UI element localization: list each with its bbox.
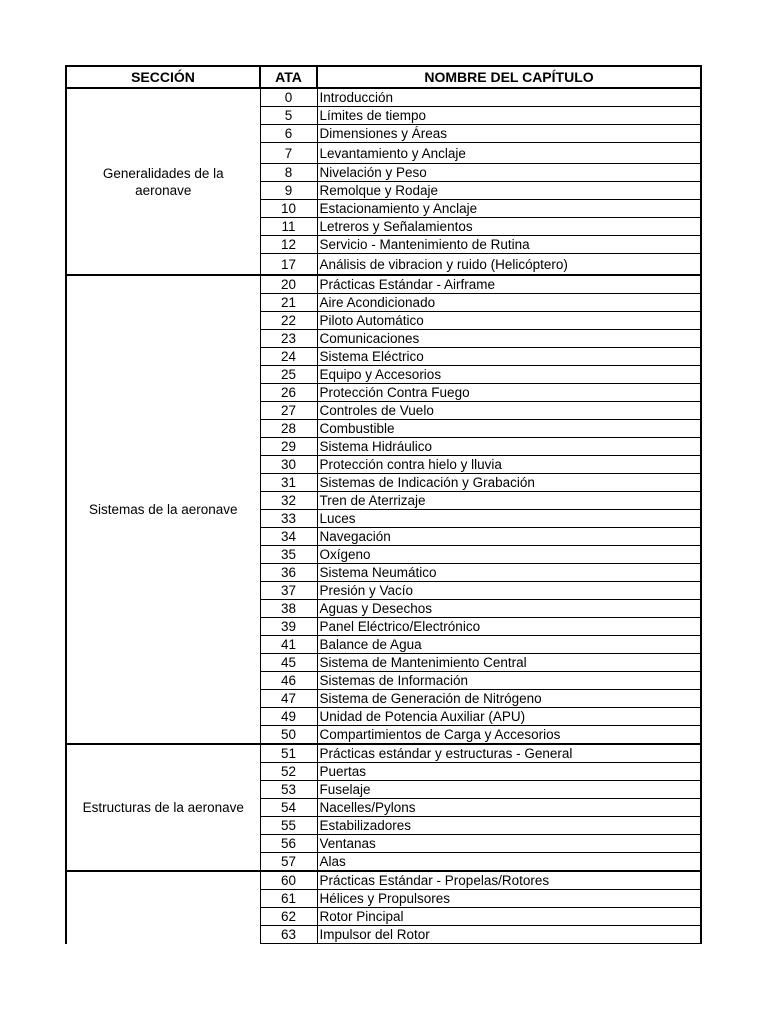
ata-number-cell: 17 [260, 254, 317, 276]
chapter-name-cell: Balance de Agua [317, 636, 701, 654]
chapter-name-cell: Prácticas Estándar - Airframe [317, 275, 701, 294]
ata-chapters-table [65, 65, 702, 944]
table-body [66, 88, 701, 944]
ata-number-cell: 6 [260, 125, 317, 143]
ata-number-cell: 63 [260, 926, 317, 944]
chapter-name-cell: Oxígeno [317, 546, 701, 564]
chapter-name-cell: Panel Eléctrico/Electrónico [317, 618, 701, 636]
ata-number-cell: 29 [260, 438, 317, 456]
ata-number-cell: 54 [260, 799, 317, 817]
ata-number-cell: 39 [260, 618, 317, 636]
chapter-name-cell: Remolque y Rodaje [317, 182, 701, 200]
chapter-name-cell: Luces [317, 510, 701, 528]
chapter-name-cell: Fuselaje [317, 781, 701, 799]
chapter-name-cell: Prácticas estándar y estructuras - General [317, 744, 701, 763]
chapter-name-cell: Nivelación y Peso [317, 164, 701, 182]
chapter-name-cell: Introducción [317, 88, 701, 107]
chapter-name-cell: Equipo y Accesorios [317, 366, 701, 384]
section-cell [66, 871, 260, 944]
ata-number-cell: 8 [260, 164, 317, 182]
chapter-name-cell: Sistema de Generación de Nitrógeno [317, 690, 701, 708]
ata-number-cell: 12 [260, 236, 317, 254]
chapter-name-cell: Combustible [317, 420, 701, 438]
ata-number-cell: 30 [260, 456, 317, 474]
chapter-name-cell: Análisis de vibracion y ruido (Helicóptero) [317, 254, 701, 276]
ata-number-cell: 51 [260, 744, 317, 763]
section-cell: Generalidades de la aeronave [66, 88, 260, 275]
table-row [66, 275, 701, 294]
header-section: SECCIÓN [66, 66, 260, 88]
chapter-name-cell: Dimensiones y Áreas [317, 125, 701, 143]
chapter-name-cell: Aire Acondicionado [317, 294, 701, 312]
chapter-name-cell: Aguas y Desechos [317, 600, 701, 618]
table-row [66, 744, 701, 763]
ata-number-cell: 35 [260, 546, 317, 564]
ata-number-cell: 49 [260, 708, 317, 726]
ata-number-cell: 5 [260, 107, 317, 125]
chapter-name-cell: Sistema Eléctrico [317, 348, 701, 366]
ata-number-cell: 20 [260, 275, 317, 294]
ata-number-cell: 53 [260, 781, 317, 799]
ata-number-cell: 7 [260, 143, 317, 164]
chapter-name-cell: Protección contra hielo y lluvia [317, 456, 701, 474]
chapter-name-cell: Puertas [317, 763, 701, 781]
ata-number-cell: 31 [260, 474, 317, 492]
chapter-name-cell: Rotor Pincipal [317, 908, 701, 926]
ata-number-cell: 21 [260, 294, 317, 312]
ata-number-cell: 22 [260, 312, 317, 330]
ata-number-cell: 0 [260, 88, 317, 107]
ata-number-cell: 27 [260, 402, 317, 420]
chapter-name-cell: Piloto Automático [317, 312, 701, 330]
ata-number-cell: 9 [260, 182, 317, 200]
ata-number-cell: 11 [260, 218, 317, 236]
ata-number-cell: 23 [260, 330, 317, 348]
ata-number-cell: 24 [260, 348, 317, 366]
chapter-name-cell: Sistemas de Indicación y Grabación [317, 474, 701, 492]
header-chapter-name: NOMBRE DEL CAPÍTULO [317, 66, 701, 88]
ata-number-cell: 45 [260, 654, 317, 672]
ata-number-cell: 33 [260, 510, 317, 528]
chapter-name-cell: Tren de Aterrizaje [317, 492, 701, 510]
chapter-name-cell: Hélices y Propulsores [317, 890, 701, 908]
chapter-name-cell: Servicio - Mantenimiento de Rutina [317, 236, 701, 254]
chapter-name-cell: Letreros y Señalamientos [317, 218, 701, 236]
chapter-name-cell: Presión y Vacío [317, 582, 701, 600]
ata-number-cell: 25 [260, 366, 317, 384]
chapter-name-cell: Estacionamiento y Anclaje [317, 200, 701, 218]
ata-number-cell: 57 [260, 853, 317, 872]
chapter-name-cell: Límites de tiempo [317, 107, 701, 125]
chapter-name-cell: Nacelles/Pylons [317, 799, 701, 817]
ata-number-cell: 56 [260, 835, 317, 853]
ata-number-cell: 47 [260, 690, 317, 708]
chapter-name-cell: Ventanas [317, 835, 701, 853]
ata-number-cell: 46 [260, 672, 317, 690]
ata-number-cell: 32 [260, 492, 317, 510]
ata-number-cell: 41 [260, 636, 317, 654]
table-row [66, 88, 701, 107]
header-ata: ATA [260, 66, 317, 88]
chapter-name-cell: Levantamiento y Anclaje [317, 143, 701, 164]
chapter-name-cell: Sistema de Mantenimiento Central [317, 654, 701, 672]
ata-number-cell: 38 [260, 600, 317, 618]
ata-number-cell: 50 [260, 726, 317, 745]
ata-number-cell: 60 [260, 871, 317, 890]
chapter-name-cell: Sistema Neumático [317, 564, 701, 582]
section-cell: Estructuras de la aeronave [66, 744, 260, 871]
header-row [66, 66, 701, 88]
chapter-name-cell: Unidad de Potencia Auxiliar (APU) [317, 708, 701, 726]
chapter-name-cell: Controles de Vuelo [317, 402, 701, 420]
chapter-name-cell: Alas [317, 853, 701, 872]
ata-number-cell: 37 [260, 582, 317, 600]
chapter-name-cell: Prácticas Estándar - Propelas/Rotores [317, 871, 701, 890]
ata-number-cell: 62 [260, 908, 317, 926]
ata-number-cell: 61 [260, 890, 317, 908]
ata-number-cell: 10 [260, 200, 317, 218]
ata-number-cell: 34 [260, 528, 317, 546]
ata-number-cell: 28 [260, 420, 317, 438]
ata-number-cell: 52 [260, 763, 317, 781]
chapter-name-cell: Navegación [317, 528, 701, 546]
chapter-name-cell: Sistema Hidráulico [317, 438, 701, 456]
ata-number-cell: 55 [260, 817, 317, 835]
table-row [66, 871, 701, 890]
chapter-name-cell: Sistemas de Información [317, 672, 701, 690]
chapter-name-cell: Compartimientos de Carga y Accesorios [317, 726, 701, 745]
section-cell: Sistemas de la aeronave [66, 275, 260, 744]
chapter-name-cell: Comunicaciones [317, 330, 701, 348]
chapter-name-cell: Impulsor del Rotor [317, 926, 701, 944]
ata-number-cell: 36 [260, 564, 317, 582]
ata-number-cell: 26 [260, 384, 317, 402]
chapter-name-cell: Protección Contra Fuego [317, 384, 701, 402]
chapter-name-cell: Estabilizadores [317, 817, 701, 835]
